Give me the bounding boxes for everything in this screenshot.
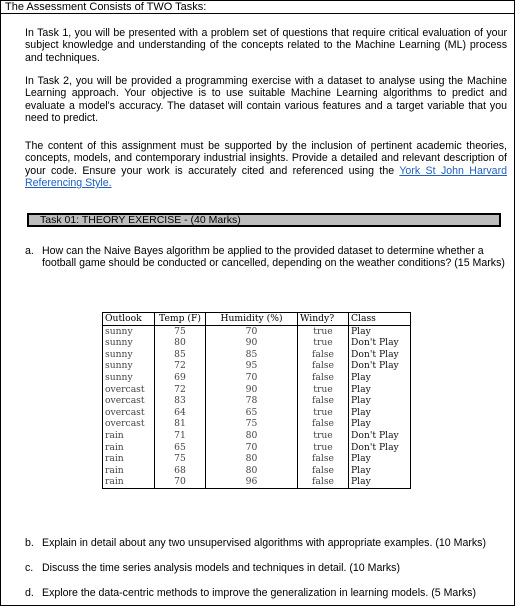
cell-outlook: overcast (103, 418, 155, 430)
cell-class: Don't Play (349, 337, 411, 349)
table-row (103, 442, 411, 454)
cell-temp: 81 (155, 418, 206, 430)
cell-outlook: sunny (103, 349, 155, 361)
cell-temp: 65 (155, 442, 206, 454)
cell-windy: false (298, 476, 349, 488)
question-c-text: Discuss the time series analysis models and techniques in detail. (10 Marks) (42, 562, 400, 574)
cell-windy: true (298, 430, 349, 442)
cell-humidity: 80 (206, 453, 298, 465)
cell-temp: 72 (155, 384, 206, 396)
cell-humidity: 78 (206, 395, 298, 407)
referencing-style-link[interactable]: York St John Harvard Referencing Style. (25, 164, 507, 190)
cell-class: Play (349, 384, 411, 396)
cell-humidity: 85 (206, 349, 298, 361)
cell-class: Don't Play (349, 430, 411, 442)
cell-temp: 75 (155, 453, 206, 465)
question-a-letter: a. (25, 245, 34, 257)
cell-class: Play (349, 325, 411, 337)
question-c-letter: c. (25, 562, 34, 574)
table-row (103, 372, 411, 384)
cell-windy: false (298, 372, 349, 384)
task2-paragraph: In Task 2, you will be provided a programming exercise with a dataset to analyse using the Machine Learning approach. Your objective is to use suitable Machine Learning algorithms to predict and evaluate a model's accuracy. The dataset will contain various features and a target variable that you need to predict. (25, 75, 507, 125)
cell-outlook: overcast (103, 384, 155, 396)
table-row (103, 360, 411, 372)
question-a-text: How can the Naive Bayes algorithm be applied to the provided dataset to determine whether a football game should be conducted or cancelled, depending on the weather conditions? (15 Marks) (42, 245, 505, 270)
cell-class: Play (349, 418, 411, 430)
cell-temp: 68 (155, 465, 206, 477)
column-header-outlook: Outlook (103, 313, 155, 326)
table-row (103, 453, 411, 465)
task1-paragraph: In Task 1, you will be presented with a problem set of questions that require critical evaluation of your subject knowledge and understanding of the concepts related to the Machine Learning (ML) process and techniques. (25, 27, 507, 64)
header-divider (1, 13, 514, 14)
table-row (103, 465, 411, 477)
column-header-humidity: Humidity (%) (206, 313, 298, 326)
table-row (103, 337, 411, 349)
cell-humidity: 75 (206, 418, 298, 430)
table-row (103, 384, 411, 396)
cell-class: Play (349, 465, 411, 477)
cell-class: Don't Play (349, 442, 411, 454)
cell-humidity: 70 (206, 325, 298, 337)
cell-outlook: overcast (103, 407, 155, 419)
cell-temp: 80 (155, 337, 206, 349)
cell-temp: 71 (155, 430, 206, 442)
cell-humidity: 80 (206, 465, 298, 477)
section-header-bar (27, 213, 501, 227)
cell-temp: 70 (155, 476, 206, 488)
content-paragraph (25, 140, 507, 190)
cell-outlook: rain (103, 465, 155, 477)
cell-humidity: 90 (206, 337, 298, 349)
cell-windy: false (298, 418, 349, 430)
cell-class: Don't Play (349, 360, 411, 372)
cell-temp: 75 (155, 325, 206, 337)
cell-temp: 69 (155, 372, 206, 384)
cell-windy: false (298, 360, 349, 372)
cell-temp: 64 (155, 407, 206, 419)
weather-dataset-table (102, 312, 411, 489)
cell-humidity: 95 (206, 360, 298, 372)
cell-class: Don't Play (349, 349, 411, 361)
cell-outlook: sunny (103, 337, 155, 349)
page-title: The Assessment Consists of TWO Tasks: (5, 1, 207, 13)
section-title: Task 01: THEORY EXERCISE - (40 Marks) (40, 214, 241, 226)
cell-outlook: rain (103, 476, 155, 488)
question-d-text: Explore the data-centric methods to improve the generalization in learning models. (5 Marks) (42, 587, 476, 599)
question-b-text: Explain in detail about any two unsupervised algorithms with appropriate examples. (10 Marks) (42, 537, 486, 549)
cell-class: Play (349, 407, 411, 419)
cell-temp: 72 (155, 360, 206, 372)
cell-windy: true (298, 337, 349, 349)
cell-humidity: 70 (206, 372, 298, 384)
cell-humidity: 65 (206, 407, 298, 419)
question-b-letter: b. (25, 537, 34, 549)
cell-outlook: sunny (103, 325, 155, 337)
cell-windy: true (298, 407, 349, 419)
question-d-letter: d. (25, 587, 34, 599)
cell-outlook: sunny (103, 360, 155, 372)
cell-outlook: sunny (103, 372, 155, 384)
cell-outlook: rain (103, 442, 155, 454)
table-row (103, 325, 411, 337)
table-row (103, 418, 411, 430)
cell-windy: true (298, 442, 349, 454)
cell-temp: 85 (155, 349, 206, 361)
table-row (103, 349, 411, 361)
column-header-temp: Temp (F) (155, 313, 206, 326)
cell-humidity: 70 (206, 442, 298, 454)
cell-windy: false (298, 395, 349, 407)
cell-windy: false (298, 349, 349, 361)
cell-outlook: rain (103, 453, 155, 465)
table-row (103, 430, 411, 442)
cell-class: Play (349, 395, 411, 407)
cell-humidity: 96 (206, 476, 298, 488)
cell-windy: true (298, 384, 349, 396)
cell-outlook: overcast (103, 395, 155, 407)
cell-class: Play (349, 453, 411, 465)
column-header-windy: Windy? (298, 313, 349, 326)
table-row (103, 476, 411, 488)
cell-humidity: 80 (206, 430, 298, 442)
cell-windy: false (298, 465, 349, 477)
cell-class: Play (349, 476, 411, 488)
table-row (103, 395, 411, 407)
cell-temp: 83 (155, 395, 206, 407)
table-header-row (103, 313, 411, 326)
content-text: The content of this assignment must be supported by the inclusion of pertinent academic theories, concepts, models, and contemporary industrial insights. Provide a detailed and relevant description of your code. Ensure your work is accurately cited and referenced using the (25, 140, 507, 177)
cell-humidity: 90 (206, 384, 298, 396)
cell-windy: false (298, 453, 349, 465)
column-header-class: Class (349, 313, 411, 326)
cell-windy: true (298, 325, 349, 337)
cell-class: Play (349, 372, 411, 384)
table-row (103, 407, 411, 419)
cell-outlook: rain (103, 430, 155, 442)
